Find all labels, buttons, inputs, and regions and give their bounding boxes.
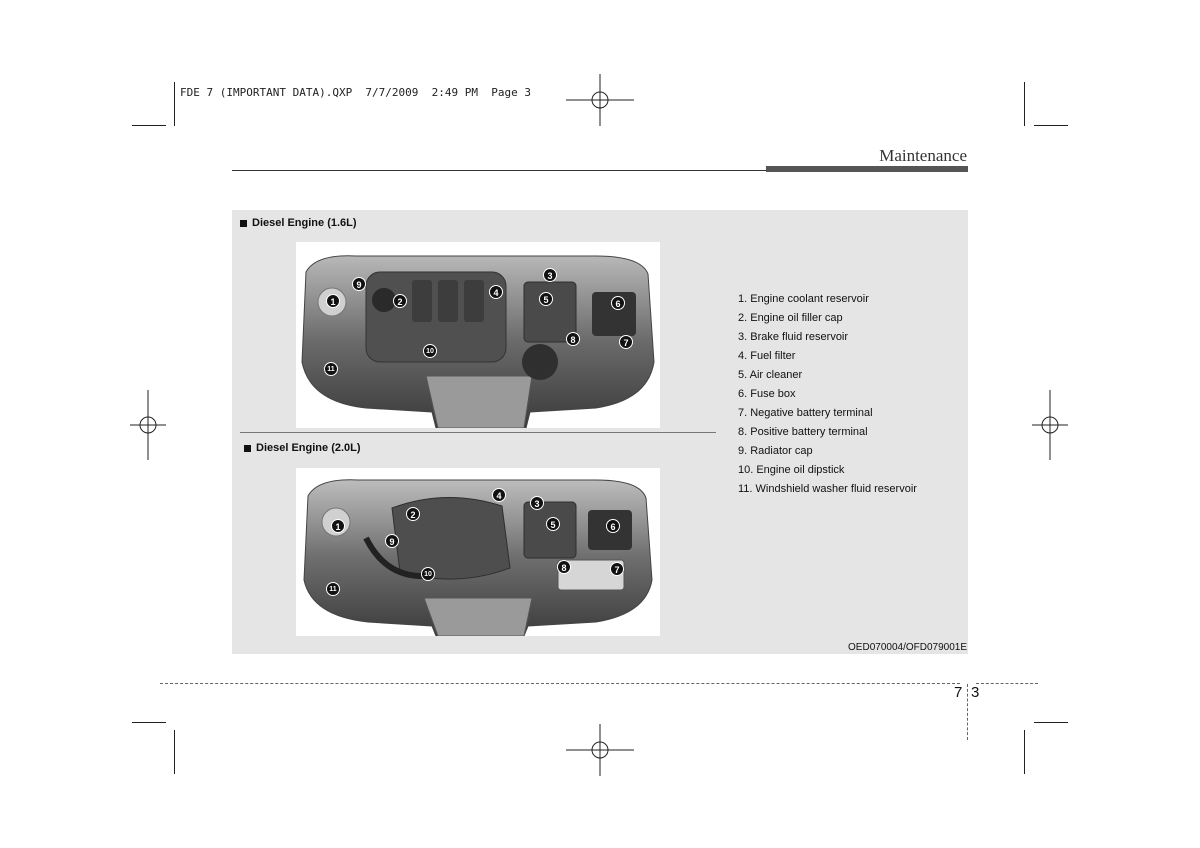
callout-8: 8 — [557, 560, 571, 574]
callout-11: 11 — [324, 362, 338, 376]
callout-6: 6 — [611, 296, 625, 310]
engine-label-1 — [240, 217, 357, 229]
legend-item: 7. Negative battery terminal — [738, 407, 873, 419]
footer-dashed-rule — [976, 683, 1038, 684]
callout-5: 5 — [546, 517, 560, 531]
callout-2: 2 — [406, 507, 420, 521]
callout-9: 9 — [352, 277, 366, 291]
registration-mark-icon — [566, 724, 634, 776]
callout-8: 8 — [566, 332, 580, 346]
page-number: 3 — [971, 684, 980, 701]
callout-2: 2 — [393, 294, 407, 308]
header-bar — [766, 166, 968, 172]
legend-item: 1. Engine coolant reservoir — [738, 293, 869, 305]
figure-reference-code: OED070004/OFD079001E — [848, 642, 967, 653]
legend-item: 9. Radiator cap — [738, 445, 813, 457]
registration-mark-icon — [130, 390, 166, 460]
legend-item: 4. Fuel filter — [738, 350, 796, 362]
callout-11: 11 — [326, 582, 340, 596]
legend-item: 10. Engine oil dipstick — [738, 464, 845, 476]
callout-1: 1 — [331, 519, 345, 533]
engine-photo-2 — [296, 468, 660, 636]
callout-1: 1 — [326, 294, 340, 308]
legend-list — [738, 292, 917, 501]
square-bullet-icon — [240, 220, 247, 227]
square-bullet-icon — [244, 445, 251, 452]
legend-item: 6. Fuse box — [738, 388, 796, 400]
chapter-number: 7 — [954, 684, 963, 701]
engine-label-text: Diesel Engine (2.0L) — [256, 442, 361, 454]
engine-label-text: Diesel Engine (1.6L) — [252, 217, 357, 229]
engine-label-2 — [244, 442, 361, 454]
section-title: Maintenance — [879, 146, 967, 165]
legend-item: 8. Positive battery terminal — [738, 426, 868, 438]
legend-item: 5. Air cleaner — [738, 369, 803, 381]
header-rule — [232, 170, 766, 171]
callout-7: 7 — [619, 335, 633, 349]
callout-7: 7 — [610, 562, 624, 576]
callout-3: 3 — [543, 268, 557, 282]
callout-10: 10 — [423, 344, 437, 358]
page-number-separator — [967, 684, 968, 740]
footer-dashed-rule — [160, 683, 960, 684]
callout-6: 6 — [606, 519, 620, 533]
registration-mark-icon — [566, 74, 634, 126]
figure-divider — [240, 432, 716, 433]
engine-photo-1 — [296, 242, 660, 428]
callout-4: 4 — [489, 285, 503, 299]
callout-9: 9 — [385, 534, 399, 548]
registration-mark-icon — [1032, 390, 1068, 460]
legend-item: 3. Brake fluid reservoir — [738, 331, 849, 343]
callout-10: 10 — [421, 567, 435, 581]
legend-item: 11. Windshield washer fluid reservoir — [738, 483, 917, 495]
callout-3: 3 — [530, 496, 544, 510]
callout-4: 4 — [492, 488, 506, 502]
callout-5: 5 — [539, 292, 553, 306]
legend-item: 2. Engine oil filler cap — [738, 312, 843, 324]
print-slug: FDE 7 (IMPORTANT DATA).QXP 7/7/2009 2:49 PM Page 3 — [180, 86, 531, 99]
